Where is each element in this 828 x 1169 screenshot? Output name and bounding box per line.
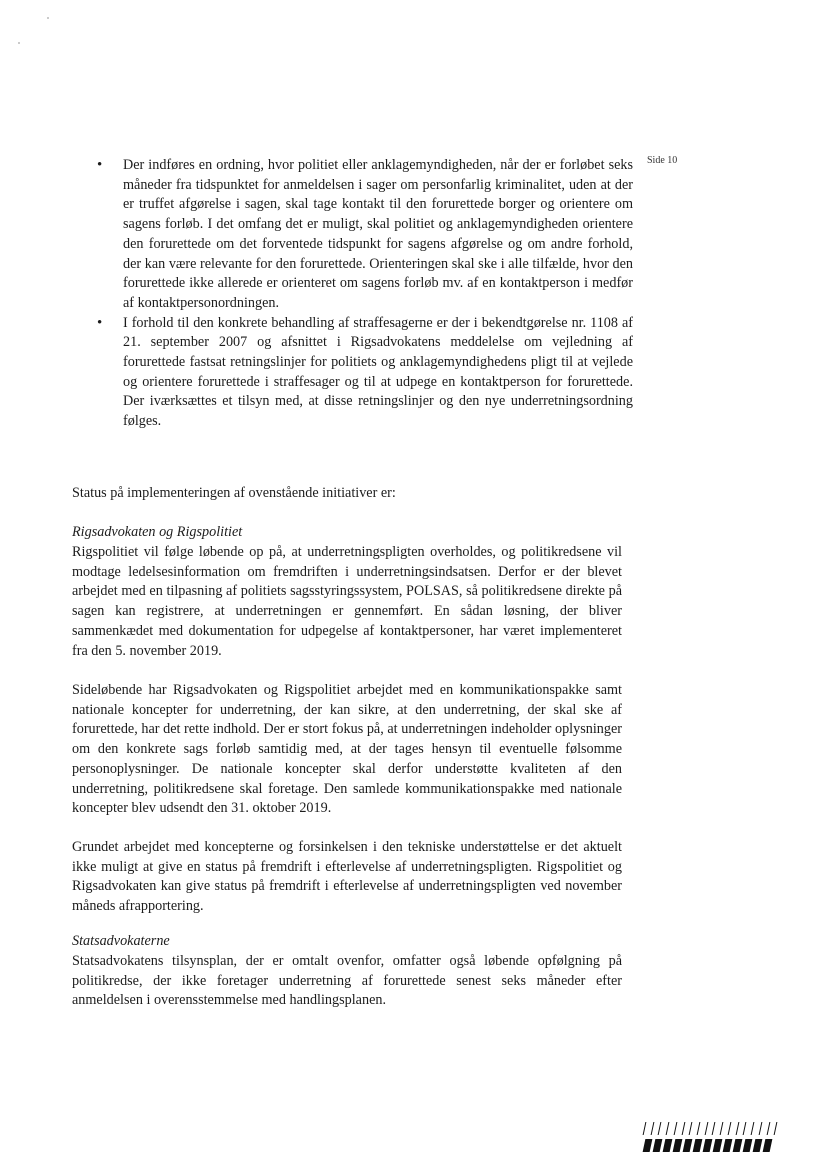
scan-speck	[47, 17, 49, 19]
page-number: Side 10	[647, 155, 678, 166]
barcode-bottom-row	[644, 1139, 780, 1152]
status-intro: Status på implementeringen af ovenstående initiativer er:	[72, 485, 396, 501]
paragraph: Grundet arbejdet med koncepterne og forsinkelsen i den tekniske understøttelse er det aktuelt ikke muligt at give en status på fremdrift i efterlevelse af underretningspligten. Rigspolitiet og Rigsadvokaten kan give status på fremdrift i efterlevelse af underretningspligten ved november måneds afrapportering.	[72, 839, 622, 915]
barcode	[644, 1122, 780, 1154]
bullet-list	[95, 156, 633, 432]
bullet-item: • I forhold til den konkrete behandling af straffesagerne er der i bekendtgørelse nr. 1108 af 21. september 2007 og afsnittet i Rigsadvokatens meddelelse om vejledning af forurettede fastsat retningslinjer for politiets og anklagemyndighedens pligt til at vejlede og orientere forurettede i straffesager og til at udpege en kontaktperson for forurettede. Der iværksættes et tilsyn med, at disse retningslinjer og den nye underretningsordning følges.	[95, 314, 633, 432]
scan-speck	[18, 42, 20, 44]
bullet-item: • Der indføres en ordning, hvor politiet eller anklagemyndigheden, når der er forløbet seks måneder fra tidspunktet for anmeldelsen i sager om personfarlig kriminalitet, uden at der er truffet afgørelse i sagen, skal tage kontakt til den forurettede borger og orientere om sagens forløb. I det omfang det er muligt, skal politiet og anklagemyndigheden orientere den forurettede om det forventede tidspunkt for sagens afgørelse og om andre forhold, der kan være relevante for den forurettede. Orienteringen skal ske i alle tilfælde, hvor den forurettede ikke allerede er orienteret om sagens forløb mv. af en kontaktperson i medfør af kontaktpersonordningen.	[95, 156, 633, 314]
barcode-top-row	[644, 1122, 780, 1135]
paragraph: Statsadvokatens tilsynsplan, der er omtalt ovenfor, omfatter også løbende opfølgning på politikredse, der ikke foretager underretning af forurettede senest seks måneder efter anmeldelsen i overensstemmelse med handlingsplanen.	[72, 953, 622, 1009]
paragraph: Sideløbende har Rigsadvokaten og Rigspolitiet arbejdet med en kommunikationspakke samt nationale koncepter for underretning, der kan sikre, at den underretning, der skal ske af forurettede, har det rette indhold. Der er stort fokus på, at underretningen indeholder oplysninger om den konkrete sags forløb samtidig med, at der tages hensyn til eventuelle følsomme personoplysninger. De nationale koncepter skal derfor understøtte kvaliteten af den underretning, politikredsene skal foretage. Den samlede kommunikationspakke med nationale koncepter blev udsendt den 31. oktober 2019.	[72, 682, 622, 817]
section-heading-statsadvokaterne: Statsadvokaterne	[72, 933, 170, 949]
section-heading-rigsadvokaten: Rigsadvokaten og Rigspolitiet	[72, 524, 243, 540]
paragraph: Rigspolitiet vil følge løbende op på, at underretningspligten overholdes, og politikredsene vil modtage ledelsesinformation om fremdriften i underretningsindsatsen. Derfor er der blevet arbejdet med en tilpasning af politiets sagsstyringssystem, POLSAS, så politikredsene direkte på sagen kan registrere, at underretningen er gennemført. En sådan løsning, der bliver sammenkædet med dokumentation for udpegelse af kontaktpersoner, har været implementeret fra den 5. november 2019.	[72, 544, 622, 659]
